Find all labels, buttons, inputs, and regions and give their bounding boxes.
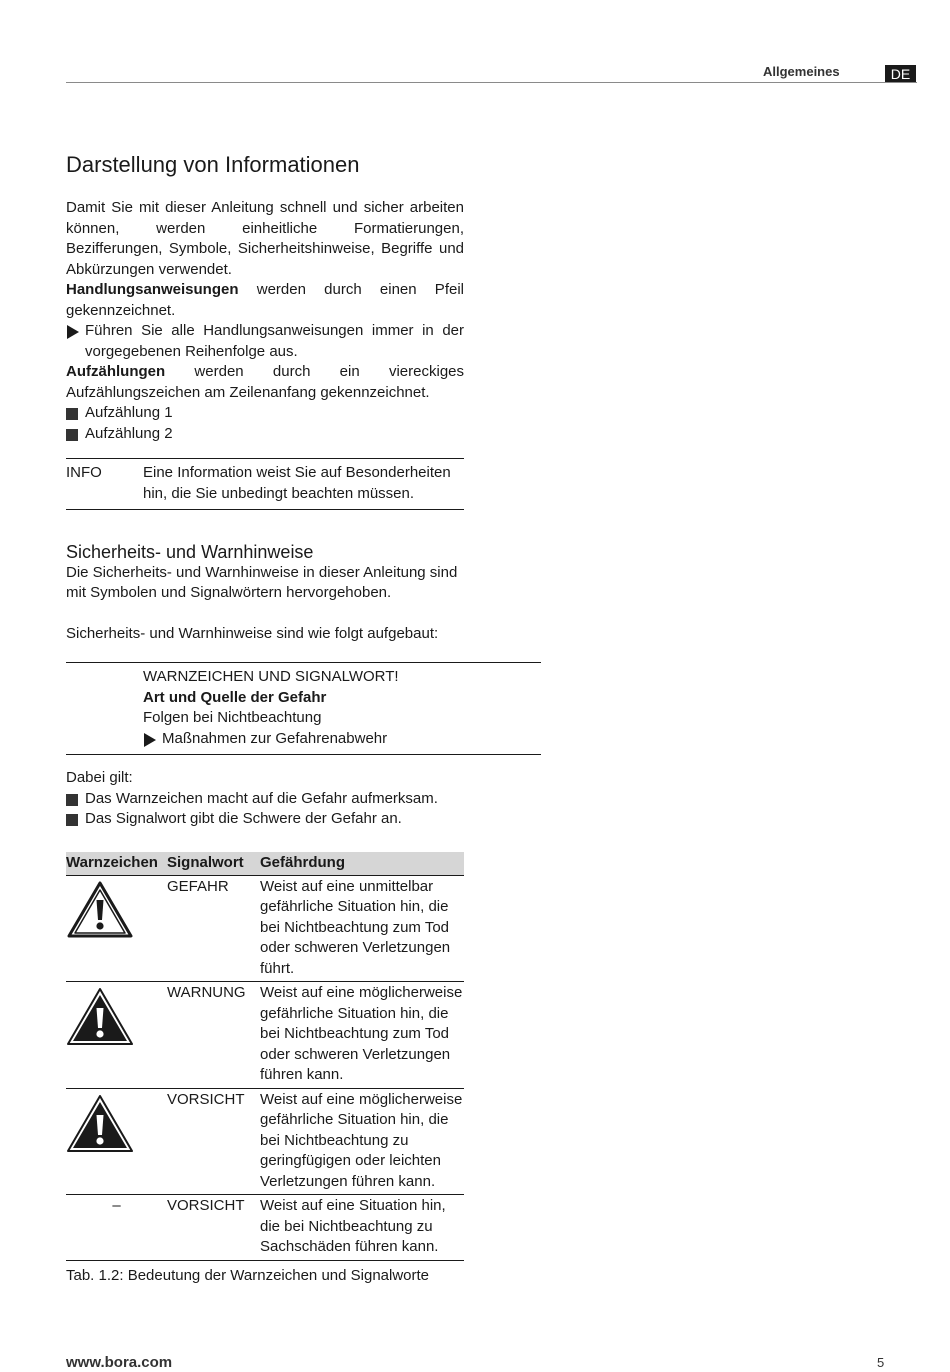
info-text: Eine Information weist Sie auf Besonderheiten hin, die Sie unbedingt beachten müssen.: [143, 464, 451, 502]
warning-signal-line: WARNZEICHEN UND SIGNALWORT!: [143, 668, 399, 685]
hazard-description-cell: Weist auf eine unmittelbar gefährliche Situation hin, die bei Nichtbeachtung zum Tod oder schweren Verletzungen führt.: [260, 875, 464, 982]
square-bullet-icon: [66, 794, 78, 806]
list-item-text: Aufzählung 1: [85, 404, 173, 421]
signal-table-wrapper: [66, 852, 464, 1286]
aufz-rest: werden durch ein viereckiges Aufzählungszeichen am Zeilenanfang gekennzeichnet.: [66, 363, 464, 401]
safety-heading: Sicherheits- und Warnhinweise: [66, 542, 314, 562]
column-header-signalwort: Signalwort: [167, 852, 260, 875]
handlung-step: [66, 321, 464, 362]
signal-word-cell: VORSICHT: [167, 1088, 260, 1195]
hazard-description-cell: Weist auf eine möglicherweise gefährliche Situation hin, die bei Nichtbeachtung zum Tod oder schweren Verletzungen führen kann.: [260, 982, 464, 1089]
aufz-paragraph: [66, 362, 464, 403]
arrow-icon: [144, 733, 156, 747]
table-row: [66, 1195, 464, 1261]
symbol-cell: [66, 982, 167, 1089]
signal-word-cell: WARNUNG: [167, 982, 260, 1089]
table-row: [66, 1088, 464, 1195]
safety-section: [66, 542, 464, 645]
safety-intro: Die Sicherheits- und Warnhinweise in dieser Anleitung sind mit Symbolen und Signalwörtern hervorgehoben.: [66, 563, 458, 601]
list-item-text: Aufzählung 2: [85, 424, 173, 442]
column-header-warnzeichen: Warnzeichen: [66, 852, 167, 875]
list-item: [66, 789, 464, 810]
warning-filled-icon: [66, 986, 134, 1048]
page-number: 5: [877, 1355, 885, 1370]
footer-url: www.bora.com: [66, 1354, 173, 1371]
table-row: [66, 982, 464, 1089]
hazard-description-cell: Weist auf eine Situation hin, die bei Nichtbeachtung zu Sachschäden führen kann.: [260, 1195, 464, 1261]
handlung-paragraph: [66, 280, 464, 321]
table-header-row: [66, 852, 464, 875]
arrow-icon: [67, 325, 79, 339]
warning-outline-icon: [66, 880, 134, 940]
signal-word-cell: VORSICHT: [167, 1195, 260, 1261]
dabei-section: [66, 768, 464, 830]
info-label: INFO: [66, 464, 102, 481]
intro-paragraph: [66, 198, 464, 444]
symbol-cell: –: [66, 1195, 167, 1261]
hazard-description-cell: Weist auf eine möglicherweise gefährliche Situation hin, die bei Nichtbeachtung zu geringfügigen oder leichten Verletzungen führen kann.: [260, 1088, 464, 1195]
warning-source-line: Art und Quelle der Gefahr: [143, 688, 327, 706]
warning-filled-icon: [66, 1093, 134, 1155]
handlung-rest: werden durch einen Pfeil gekennzeichnet.: [66, 281, 464, 319]
page-title: Darstellung von Informationen: [66, 152, 360, 177]
list-item-text: Das Warnzeichen macht auf die Gefahr aufmerksam.: [85, 789, 438, 807]
safety-structure-text: Sicherheits- und Warnhinweise sind wie folgt aufgebaut:: [66, 625, 439, 642]
square-bullet-icon: [66, 814, 78, 826]
table-row: [66, 875, 464, 982]
symbol-cell: [66, 1088, 167, 1195]
symbol-cell: [66, 875, 167, 982]
info-box: [66, 458, 464, 510]
intro-text: Damit Sie mit dieser Anleitung schnell und sicher arbeiten können, werden einheitliche Formatierungen, Bezifferungen, Symbole, Sicherheitshinweise, Begriffe und Abkürzungen verwendet.: [66, 199, 464, 278]
warning-example-box: [66, 662, 541, 755]
list-item-text: Das Signalwort gibt die Schwere der Gefahr an.: [85, 810, 402, 827]
header-section-label: Allgemeines: [763, 64, 840, 79]
list-item: [66, 424, 464, 445]
handlung-step-text: Führen Sie alle Handlungsanweisungen immer in der vorgegebenen Reihenfolge aus.: [85, 322, 464, 360]
square-bullet-icon: [66, 429, 78, 441]
list-item: [66, 809, 464, 830]
aufz-bold: Aufzählungen: [66, 363, 166, 380]
signal-table: [66, 852, 464, 1261]
list-item: [66, 403, 464, 424]
square-bullet-icon: [66, 408, 78, 420]
warning-consequence-line: Folgen bei Nichtbeachtung: [143, 709, 322, 726]
table-caption: Tab. 1.2: Bedeutung der Warnzeichen und Signalworte: [66, 1266, 430, 1284]
handlung-bold: Handlungsanweisungen: [66, 281, 239, 298]
warning-measure-line: [143, 729, 541, 750]
language-badge: DE: [885, 65, 916, 83]
column-header-gefaehrdung: Gefährdung: [260, 852, 464, 875]
dabei-label: Dabei gilt:: [66, 769, 133, 786]
warning-measure-text: Maßnahmen zur Gefahrenabwehr: [162, 729, 388, 747]
signal-word-cell: GEFAHR: [167, 875, 260, 982]
header-rule: [66, 82, 917, 83]
